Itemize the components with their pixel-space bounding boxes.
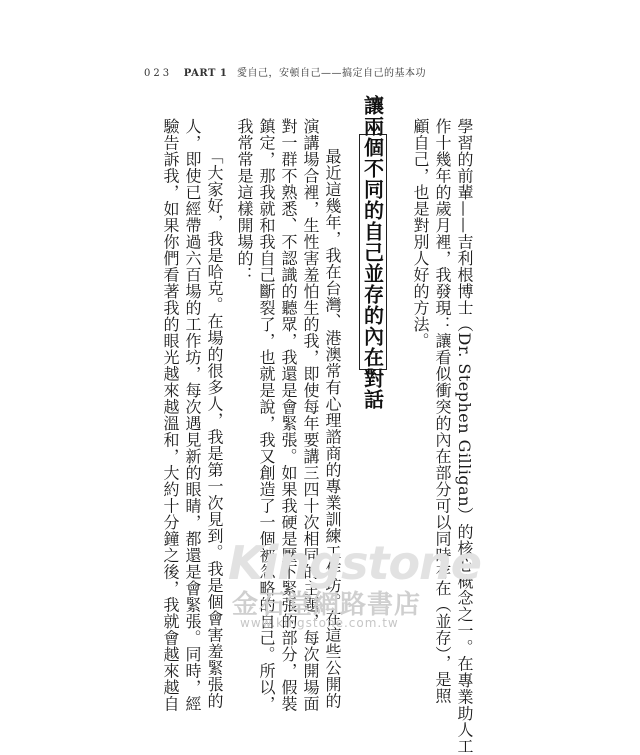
- text-column: 學習的前輩——吉利根博士（Dr. Stephen Gilligan）的核心概念之一。在專業助人工: [455, 118, 474, 755]
- section-heading-box: [359, 94, 387, 410]
- text-column: 演講場合裡，生性害羞怕生的我，即使每年要講三四十次相同的主題，每次開場面: [301, 118, 320, 712]
- text-column: 我常常是這樣開場的：: [235, 118, 254, 283]
- running-header: [144, 64, 426, 79]
- text-column: 作十幾年的歲月裡，我發現：讓看似衝突的內在部分可以同時存在（並存），是照: [433, 118, 452, 704]
- watermark-url: www.kingstone.com.tw: [240, 616, 399, 630]
- watermark-store-name: 金石堂網路書店: [232, 590, 422, 620]
- watermark-brand: Kingstone: [228, 536, 482, 590]
- text-column: 最近這幾年，我在台灣、港澳常有心理諮商的專業訓練工作坊。在這些公開的: [323, 148, 342, 709]
- page-number: 023: [144, 68, 173, 79]
- text-column: 驗告訴我，如果你們看著我的眼光越來越溫和，大約十分鐘之後，我就會越來越自: [161, 118, 180, 712]
- text-column: 對一群不熟悉、不認識的聽眾，我還是會緊張。如果我硬是壓下緊張的部分，假裝: [279, 118, 298, 712]
- part-label: PART 1: [183, 68, 228, 79]
- text-column: 鎮定，那我就和我自己斷裂了，也就是說，我又創造了一個被忽略的自己。所以，: [257, 118, 276, 712]
- section-heading: 讓兩個不同的自己並存的內在對話: [360, 94, 385, 410]
- text-column: 顧自己，也是對別人好的方法。: [411, 118, 430, 349]
- chapter-title: 愛自己，安頓自己——搞定自己的基本功: [237, 68, 427, 79]
- text-column: 「大家好，我是哈克。在場的很多人，我是第一次見到。我是個會害羞緊張的: [205, 148, 224, 709]
- text-column: 人，即使已經帶過六百場的工作坊，每次遇見新的眼睛，都還是會緊張。同時，經: [183, 118, 202, 712]
